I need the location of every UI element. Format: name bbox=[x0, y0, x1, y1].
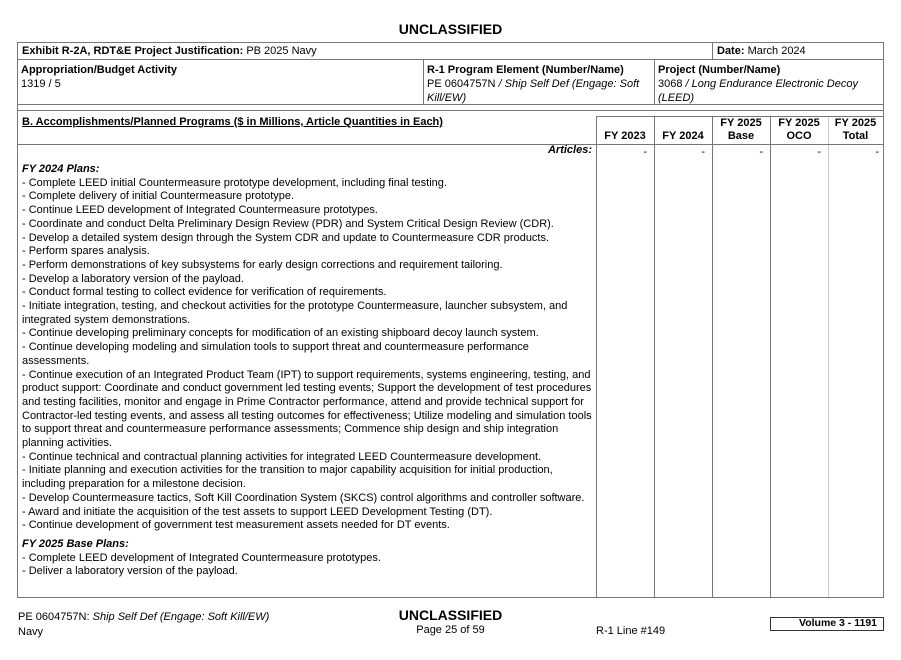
plan-item: - Continue execution of an Integrated Product Team (IPT) to support requirements, systems engineering, testing, and product support: Coordinate and conduct government led testing events; Support the development of test procedures and testing facilities, monitor and engage in Prime Contractor performance, attend and provide technical support for Contractor-led testing events, and assess all testing outcomes for effectiveness; Utilize modeling and simulation tools to support threat and countermeasure performance assessments; Commence ship design and ship integration planning activities. bbox=[22, 368, 592, 450]
plan-title: FY 2025 Base Plans: bbox=[22, 537, 129, 550]
accomplishments-section bbox=[17, 110, 884, 598]
articles-value-fy2025-total: - bbox=[875, 146, 879, 158]
program-element-label: R-1 Program Element (Number/Name) bbox=[427, 64, 624, 76]
column-divider bbox=[828, 116, 829, 597]
column-header-fy2025-oco bbox=[770, 116, 828, 144]
plan-item: - Initiate planning and execution activities for the transition to major capability acquisition for initial production, including preparation for a milestone decision. bbox=[22, 464, 553, 491]
plan-item: - Complete delivery of initial Countermeasure prototype. bbox=[22, 190, 295, 203]
project-label: Project (Number/Name) bbox=[658, 64, 781, 76]
footer-pe-name: Ship Self Def (Engage: Soft Kill/EW) bbox=[92, 611, 270, 623]
appropriation-cell bbox=[18, 60, 423, 104]
plan-item: - Continue LEED development of Integrated Countermeasure prototypes. bbox=[22, 204, 378, 217]
appropriation-label: Appropriation/Budget Activity bbox=[21, 64, 178, 76]
classification-banner-top: UNCLASSIFIED bbox=[398, 21, 503, 37]
page-number: Page 25 of 59 bbox=[416, 624, 485, 636]
column-header-line2: Base bbox=[727, 130, 755, 142]
header-divider bbox=[18, 144, 883, 145]
plan-item: - Initiate integration, testing, and checkout activities for the prototype Countermeasure, launcher subsystem, and integrated system demonstrations. bbox=[22, 300, 568, 326]
column-header-line1: FY 2025 bbox=[778, 117, 820, 129]
section-title: B. Accomplishments/Planned Programs ($ in Millions, Article Quantities in Each) bbox=[22, 116, 443, 128]
plan-item: - Complete LEED development of Integrated Countermeasure prototypes. bbox=[22, 551, 381, 564]
footer-pe-number: PE 0604757N: bbox=[18, 611, 90, 623]
column-divider bbox=[654, 116, 655, 597]
column-header-fy2023 bbox=[596, 116, 654, 144]
articles-value-fy2025-oco: - bbox=[817, 146, 821, 158]
program-element-number: PE 0604757N bbox=[427, 78, 496, 90]
column-header-line2: FY 2024 bbox=[662, 130, 704, 142]
plan-item: - Award and initiate the acquisition of the test assets to support LEED Development Testing (DT). bbox=[22, 505, 493, 518]
plan-item: - Perform spares analysis. bbox=[22, 245, 150, 258]
program-element-name: Ship Self Def (Engage: Soft Kill/EW) bbox=[427, 78, 640, 104]
date-value: March 2024 bbox=[747, 45, 806, 57]
plan-item: - Perform demonstrations of key subsystems for early design corrections and requirement tailoring. bbox=[22, 258, 503, 271]
exhibit-value: PB 2025 Navy bbox=[246, 45, 317, 57]
classification-banner-bottom: UNCLASSIFIED bbox=[398, 607, 503, 623]
identification-row bbox=[17, 59, 884, 105]
plan-item: - Continue development of government test measurement assets needed for DT events. bbox=[22, 519, 450, 532]
plans-content bbox=[22, 163, 597, 579]
plan-item: - Develop Countermeasure tactics, Soft Kill Coordination System (SKCS) control algorithms and controller software. bbox=[22, 491, 585, 504]
date-label: Date: bbox=[717, 45, 745, 57]
column-header-line2: Total bbox=[842, 130, 869, 142]
articles-value-fy2025-base: - bbox=[759, 146, 763, 158]
date-cell bbox=[712, 43, 883, 59]
r1-line: R-1 Line #149 bbox=[596, 625, 666, 637]
project-name: Long Endurance Electronic Decoy (LEED) bbox=[658, 78, 858, 104]
exhibit-row bbox=[17, 42, 884, 60]
column-divider bbox=[770, 116, 771, 597]
plan-item: - Develop a laboratory version of the payload. bbox=[22, 272, 244, 285]
project-number: 3068 bbox=[658, 78, 683, 90]
column-header-line1: FY 2025 bbox=[834, 117, 877, 129]
column-header-line2: OCO bbox=[786, 130, 812, 142]
project-cell bbox=[654, 60, 883, 104]
column-header-fy2025-total bbox=[828, 116, 883, 144]
plan-item: - Conduct formal testing to collect evidence for verification of requirements. bbox=[22, 286, 387, 299]
project-sep: / bbox=[682, 78, 692, 90]
plan-item: - Continue developing preliminary concepts for modification of an existing shipboard decoy launch system. bbox=[22, 327, 539, 340]
program-element-cell bbox=[423, 60, 654, 104]
volume-box: Volume 3 - 1191 bbox=[770, 617, 884, 631]
plan-item: - Develop a detailed system design through the System CDR and update to Countermeasure CDR products. bbox=[22, 231, 550, 244]
plan-item: - Continue developing modeling and simulation tools to support threat and countermeasure performance assessments. bbox=[22, 341, 529, 367]
plan-item: - Continue technical and contractual planning activities for integrated LEED Countermeasure development. bbox=[22, 450, 542, 463]
plan-item: - Deliver a laboratory version of the payload. bbox=[22, 565, 238, 578]
plan-item: - Coordinate and conduct Delta Preliminary Design Review (PDR) and System Critical Design Review (CDR). bbox=[22, 217, 554, 230]
footer-center bbox=[0, 607, 901, 636]
column-divider bbox=[712, 116, 713, 597]
exhibit-title bbox=[22, 45, 317, 57]
column-header-fy2024 bbox=[654, 116, 712, 144]
exhibit-label: Exhibit R-2A, RDT&E Project Justification: bbox=[22, 45, 244, 57]
articles-label: Articles: bbox=[547, 144, 592, 156]
articles-value-fy2023: - bbox=[643, 146, 647, 158]
plan-title: FY 2024 Plans: bbox=[22, 163, 100, 175]
column-header-fy2025-base bbox=[712, 116, 770, 144]
column-header-line2: FY 2023 bbox=[604, 130, 646, 142]
footer-service: Navy bbox=[18, 626, 44, 638]
plan-item: - Complete LEED initial Countermeasure prototype development, including final testing. bbox=[22, 176, 447, 189]
appropriation-value: 1319 / 5 bbox=[21, 78, 61, 90]
column-header-line1: FY 2025 bbox=[720, 117, 762, 129]
program-element-sep: / bbox=[495, 78, 505, 90]
articles-value-fy2024: - bbox=[701, 146, 705, 158]
